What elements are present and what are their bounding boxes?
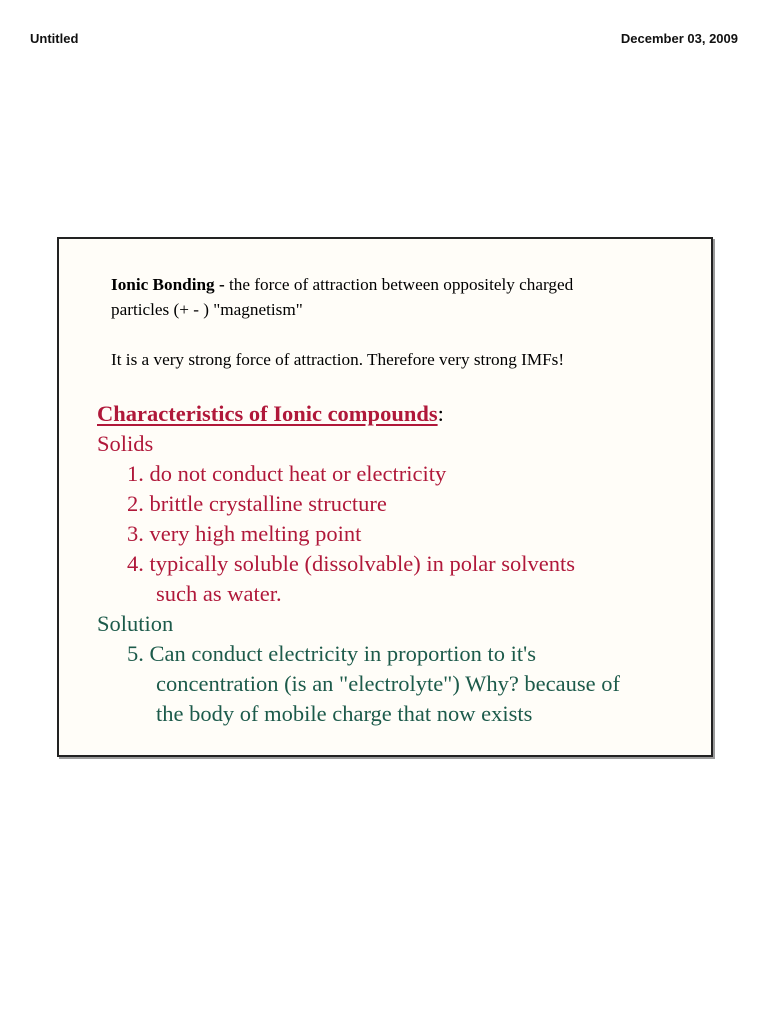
definition-paragraph [111, 272, 701, 322]
solution-item-5-line2: concentration (is an "electrolyte") Why? because of [156, 671, 620, 696]
solution-item-5: 5. Can conduct electricity in proportion to it's [127, 641, 536, 666]
solution-item-5-line3: the body of mobile charge that now exists [156, 701, 533, 726]
solids-item-4-continuation: such as water. [156, 581, 282, 606]
strength-note: It is a very strong force of attraction. Therefore very strong IMFs! [111, 350, 565, 369]
solids-item-3: 3. very high melting point [127, 521, 362, 546]
solution-label: Solution [97, 611, 174, 636]
definition-text-line1: the force of attraction between oppositely charged [224, 275, 574, 294]
solids-item-4: 4. typically soluble (dissolvable) in polar solvents [127, 551, 576, 576]
page-header [0, 31, 768, 51]
slide-content [59, 239, 711, 755]
solids-item-2: 2. brittle crystalline structure [127, 491, 387, 516]
solids-item-1: 1. do not conduct heat or electricity [127, 461, 447, 486]
characteristics-title: Characteristics of Ionic compounds [97, 401, 438, 426]
definition-term: Ionic Bonding - [111, 275, 225, 294]
page-date: December 03, 2009 [620, 31, 738, 46]
slide-frame [57, 237, 713, 757]
characteristics-heading [97, 399, 444, 429]
definition-text-line2: particles (+ - ) "magnetism" [111, 300, 303, 319]
characteristics-title-suffix: : [437, 401, 444, 426]
solids-label: Solids [97, 431, 154, 456]
page-title: Untitled [30, 31, 79, 46]
